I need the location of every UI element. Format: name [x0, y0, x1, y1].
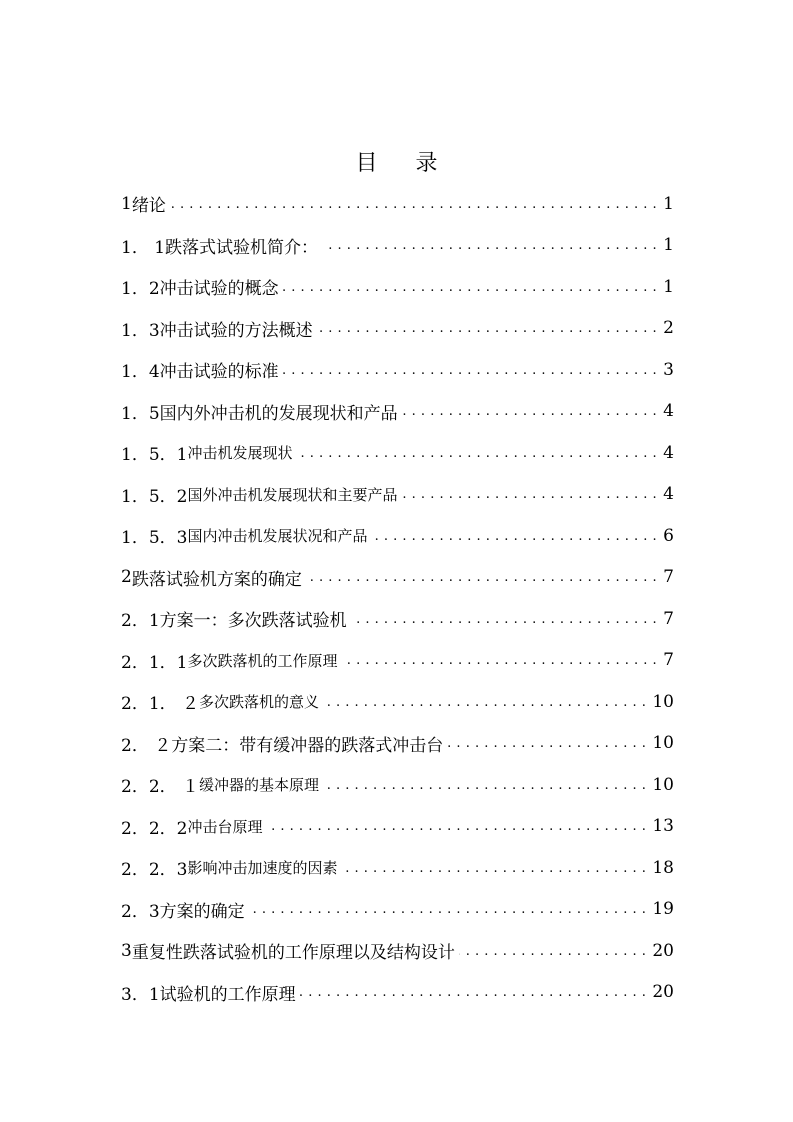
toc-number: 2．2．2 [121, 818, 188, 839]
toc-number: 1．3 [121, 320, 160, 341]
toc-title: 多次跌落机的意义 [199, 693, 320, 712]
dot-leader [170, 194, 657, 214]
toc-entry[interactable] [121, 474, 674, 516]
toc-entry[interactable] [121, 515, 674, 557]
toc-title: 国外冲击机发展现状和主要产品 [187, 485, 398, 504]
toc-title: 冲击台原理 [187, 817, 263, 836]
dot-leader [401, 484, 657, 504]
toc-page: 4 [663, 442, 674, 463]
toc-title: 重复性跌落试验机的工作原理以及结构设计 [131, 943, 455, 964]
toc-page: 1 [663, 235, 674, 256]
toc-number: 2 [121, 567, 132, 588]
dot-leader [323, 692, 646, 712]
toc-entry[interactable] [121, 183, 674, 225]
toc-entry[interactable] [121, 889, 674, 931]
toc-entry[interactable] [121, 598, 674, 640]
dot-leader [306, 567, 657, 587]
toc-number: 2．1 [121, 611, 160, 632]
dot-leader [323, 775, 646, 795]
toc-title: 影响冲击加速度的因素 [187, 859, 338, 878]
dot-leader [283, 360, 658, 380]
toc-number: 1．5．3 [121, 528, 188, 549]
toc-entry[interactable] [121, 640, 674, 682]
toc-number: 3 [121, 940, 132, 961]
title-char-1: 目 [355, 151, 378, 176]
toc-title: 国内冲击机发展状况和产品 [187, 527, 368, 546]
dot-leader [266, 816, 646, 836]
toc-page: 7 [663, 608, 674, 629]
toc-page: 4 [663, 401, 674, 422]
toc-title: 冲击试验的方法概述 [159, 320, 313, 341]
toc-page: 10 [652, 774, 674, 795]
dot-leader [371, 526, 657, 546]
toc-number: 2． ２ [121, 735, 172, 756]
toc-page: 4 [663, 484, 674, 505]
toc-entry[interactable] [121, 681, 674, 723]
toc-title: 方案二：带有缓冲器的跌落式冲击台 [171, 735, 444, 756]
toc-number: 2．1．1 [121, 652, 188, 673]
toc-number: 2．3 [121, 901, 160, 922]
toc-entry[interactable] [121, 225, 674, 267]
toc-title: 冲击试验的概念 [159, 279, 279, 300]
toc-page: 20 [652, 982, 674, 1003]
dot-leader [341, 858, 646, 878]
toc-number: 1． 1 [121, 237, 166, 258]
dot-leader [322, 235, 657, 255]
dot-leader [300, 982, 647, 1002]
toc-title: 跌落式试验机简介： [165, 237, 319, 258]
toc-number: 1．5．1 [121, 445, 188, 466]
toc-page: 20 [652, 940, 674, 961]
toc-title: 多次跌落机的工作原理 [187, 651, 338, 670]
page-title [0, 146, 793, 177]
toc-entry[interactable] [121, 557, 674, 599]
toc-page: 7 [663, 650, 674, 671]
dot-leader [296, 443, 657, 463]
toc-number: 2．2．3 [121, 860, 188, 881]
toc-entry[interactable] [121, 432, 674, 474]
toc-entry[interactable] [121, 972, 674, 1014]
toc-entry[interactable] [121, 308, 674, 350]
title-char-2: 录 [415, 151, 438, 176]
toc-page: 19 [652, 899, 674, 920]
toc-page: 10 [652, 691, 674, 712]
toc-title: 国内外冲击机的发展现状和产品 [159, 403, 398, 424]
dot-leader [402, 401, 658, 421]
toc-page: 1 [663, 276, 674, 297]
toc-entry[interactable] [121, 391, 674, 433]
toc-page: 2 [663, 318, 674, 339]
toc-number: 3．1 [121, 984, 160, 1005]
toc-number: 1．4 [121, 362, 160, 383]
toc-title: 方案的确定 [159, 901, 245, 922]
toc-page: 10 [652, 733, 674, 754]
toc-number: 2．2． １ [121, 777, 200, 798]
toc-page: 1 [663, 193, 674, 214]
toc-number: 1．2 [121, 279, 160, 300]
toc-page: 18 [652, 857, 674, 878]
table-of-contents [121, 183, 674, 1013]
toc-number: 1．5 [121, 403, 160, 424]
toc-title: 冲击试验的标准 [159, 362, 279, 383]
toc-title: 跌落试验机方案的确定 [131, 569, 302, 590]
toc-entry[interactable] [121, 266, 674, 308]
toc-page: 7 [663, 567, 674, 588]
toc-entry[interactable] [121, 723, 674, 765]
dot-leader [249, 899, 647, 919]
toc-title: 缓冲器的基本原理 [199, 776, 320, 795]
toc-page: 3 [663, 359, 674, 380]
dot-leader [341, 650, 657, 670]
toc-entry[interactable] [121, 764, 674, 806]
toc-title: 绪论 [131, 196, 166, 217]
toc-entry[interactable] [121, 930, 674, 972]
toc-entry[interactable] [121, 349, 674, 391]
toc-page: 13 [652, 816, 674, 837]
dot-leader [283, 277, 658, 297]
toc-number: 2．1． ２ [121, 694, 200, 715]
toc-title: 冲击机发展现状 [187, 444, 293, 463]
toc-title: 方案一：多次跌落试验机 [159, 611, 347, 632]
toc-title: 试验机的工作原理 [159, 984, 296, 1005]
dot-leader [459, 941, 647, 961]
toc-number: 1 [121, 193, 132, 214]
toc-page: 6 [663, 525, 674, 546]
dot-leader [351, 609, 658, 629]
dot-leader [447, 733, 646, 753]
toc-entry[interactable] [121, 806, 674, 848]
dot-leader [317, 318, 658, 338]
toc-entry[interactable] [121, 847, 674, 889]
toc-number: 1．5．2 [121, 486, 188, 507]
